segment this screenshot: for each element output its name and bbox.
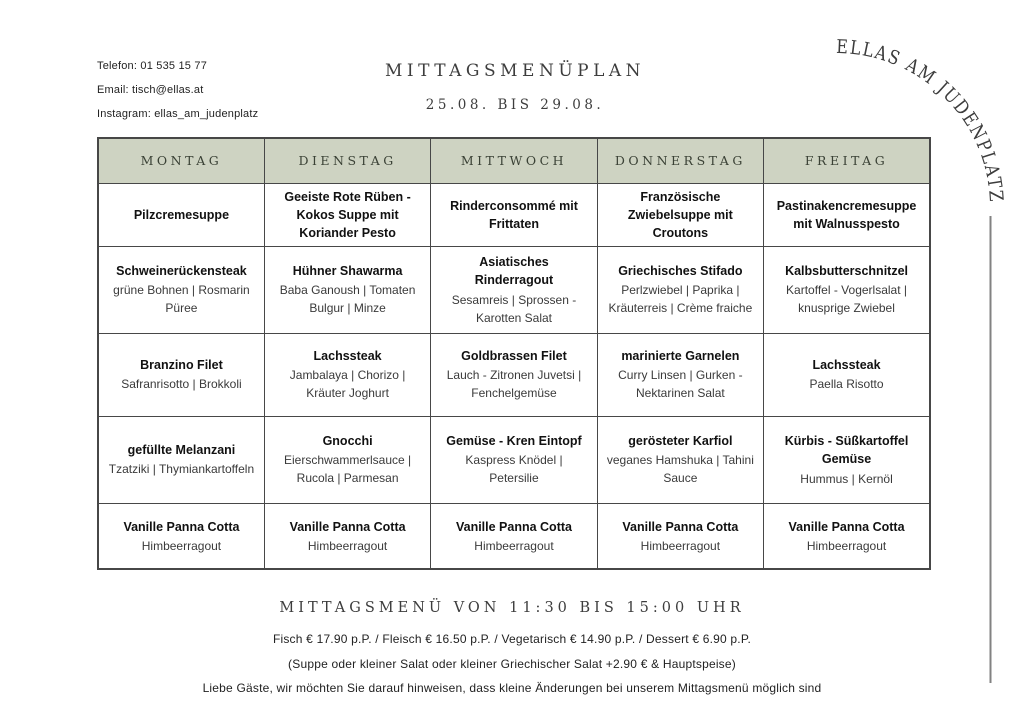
cell-mittwoch-fleisch (431, 246, 597, 333)
dish-sides: Perlzwiebel | Paprika | Kräuterreis | Crème fraiche (608, 283, 753, 316)
contact-email: Email: tisch@ellas.at (97, 84, 204, 96)
contact-telefon: Telefon: 01 535 15 77 (97, 60, 208, 72)
dish-title: Lachssteak (313, 349, 382, 364)
dish-sides: Kaspress Knödel | Petersilie (465, 453, 563, 486)
dish-title: Vanille Panna Cotta (788, 519, 905, 534)
dish-sides: Tzatziki | Thymiankartoffeln (108, 462, 255, 477)
dish-sides: Himbeerragout (640, 538, 721, 553)
dish-title: marinierte Garnelen (621, 349, 740, 364)
dish-title: Geeiste Rote Rüben - Kokos Suppe mit Koriander Pesto (284, 189, 411, 240)
dish-title: Griechisches Stifado (618, 264, 743, 279)
cell-montag-dessert (98, 503, 264, 569)
cell-dienstag-suppe (264, 183, 430, 246)
menu-row-suppe (98, 183, 930, 246)
menu-row-fleisch (98, 246, 930, 333)
footer-hours: MITTAGSMENÜ VON 11:30 BIS 15:00 UHR (279, 600, 745, 616)
cell-freitag-fleisch (764, 246, 930, 333)
dish-title: Rinderconsommé mit Frittaten (450, 198, 578, 231)
cell-mittwoch-vegetarisch (431, 416, 597, 503)
dish-title: gefüllte Melanzani (127, 443, 236, 458)
day-header-donnerstag: DONNERSTAG (597, 138, 763, 183)
contact-instagram: Instagram: ellas_am_judenplatz (97, 108, 259, 120)
footer-prices: Fisch € 17.90 p.P. / Fleisch € 16.50 p.P. / Vegetarisch € 14.90 p.P. / Dessert € 6.90 p.P. (272, 632, 752, 646)
day-header-montag: MONTAG (98, 138, 264, 183)
dish-sides: Himbeerragout (474, 538, 554, 553)
cell-freitag-vegetarisch (764, 416, 930, 503)
date-range: 25.08. BIS 29.08. (425, 97, 605, 113)
dish-sides: veganes Hamshuka | Tahini Sauce (606, 453, 754, 486)
cell-freitag-dessert (764, 503, 930, 569)
cell-mittwoch-dessert (431, 503, 597, 569)
dish-title: Schweinerückensteak (116, 264, 247, 279)
dish-title: gerösteter Karfiol (628, 434, 733, 449)
dish-sides: Himbeerragout (141, 538, 222, 553)
day-header-dienstag: DIENSTAG (264, 138, 430, 183)
dish-sides: Jambalaya | Chorizo | Kräuter Joghurt (289, 368, 406, 401)
dish-title: Pilzcremesuppe (133, 207, 230, 222)
footer-notice: Liebe Gäste, wir möchten Sie darauf hinweisen, dass kleine Änderungen bei unserem Mittagsmenü möglich sind (202, 681, 822, 695)
day-header-mittwoch: MITTWOCH (431, 138, 597, 183)
dish-title: Lachssteak (812, 358, 881, 373)
cell-mittwoch-suppe (431, 183, 597, 246)
dish-title: Hühner Shawarma (292, 264, 403, 279)
dish-sides: Lauch - Zitronen Juvetsi | Fenchelgemüse (446, 368, 582, 401)
dish-sides: Sesamreis | Sprossen - Karotten Salat (451, 292, 577, 325)
dish-title: Gemüse - Kren Eintopf (446, 434, 582, 449)
dish-title: Kürbis - Süßkartoffel Gemüse (784, 434, 909, 467)
cell-donnerstag-fisch (597, 333, 763, 416)
dish-title: Französische Zwiebelsuppe mit Croutons (627, 189, 733, 240)
logo-arc-text: ELLAS AM JUDENPLATZ (835, 35, 1008, 206)
dish-sides: Himbeerragout (806, 538, 887, 553)
footer (62, 600, 962, 706)
dish-title: Vanille Panna Cotta (289, 519, 406, 534)
dish-title: Branzino Filet (140, 358, 223, 373)
dish-sides: Eierschwammerlsauce | Rucola | Parmesan (284, 453, 412, 486)
dish-title: Goldbrassen Filet (461, 349, 567, 364)
dish-sides: Baba Ganoush | Tomaten Bulgur | Minze (279, 283, 416, 316)
dish-title: Vanille Panna Cotta (622, 519, 739, 534)
dish-sides: Hummus | Kernöl (800, 471, 893, 486)
menu-table (97, 137, 931, 570)
menu-row-dessert (98, 503, 930, 569)
dish-title: Asiatisches Rinderragout (474, 255, 554, 288)
cell-montag-suppe (98, 183, 264, 246)
cell-montag-fleisch (98, 246, 264, 333)
footer-supplement: (Suppe oder kleiner Salat oder kleiner Griechischer Salat +2.90 € & Hauptspeise) (288, 656, 736, 671)
page-title: MITTAGSMENÜPLAN (384, 61, 646, 81)
cell-dienstag-dessert (264, 503, 430, 569)
dish-sides: grüne Bohnen | Rosmarin Püree (113, 283, 250, 316)
cell-donnerstag-dessert (597, 503, 763, 569)
dish-sides: Himbeerragout (307, 538, 388, 553)
dish-sides: Safranrisotto | Brokkoli (121, 377, 242, 392)
dish-title: Vanille Panna Cotta (123, 519, 240, 534)
dish-sides: Kartoffel - Vogerlsalat | knusprige Zwiebel (786, 283, 908, 316)
dish-sides: Curry Linsen | Gurken - Nektarinen Salat (618, 368, 743, 401)
cell-dienstag-fleisch (264, 246, 430, 333)
dish-title: Pastinakencremesuppe mit Walnusspesto (776, 198, 917, 231)
cell-donnerstag-suppe (597, 183, 763, 246)
cell-freitag-fisch (764, 333, 930, 416)
cell-donnerstag-vegetarisch (597, 416, 763, 503)
cell-dienstag-fisch (264, 333, 430, 416)
cell-montag-fisch (98, 333, 264, 416)
menu-row-fisch (98, 333, 930, 416)
cell-dienstag-vegetarisch (264, 416, 430, 503)
cell-freitag-suppe (764, 183, 930, 246)
cell-montag-vegetarisch (98, 416, 264, 503)
day-header-row (98, 138, 930, 183)
day-header-freitag: FREITAG (764, 138, 930, 183)
dish-title: Kalbsbutterschnitzel (785, 264, 908, 279)
dish-title: Gnocchi (322, 434, 373, 449)
cell-donnerstag-fleisch (597, 246, 763, 333)
cell-mittwoch-fisch (431, 333, 597, 416)
menu-row-vegetarisch (98, 416, 930, 503)
dish-title: Vanille Panna Cotta (455, 519, 572, 534)
dish-sides: Paella Risotto (809, 377, 884, 392)
